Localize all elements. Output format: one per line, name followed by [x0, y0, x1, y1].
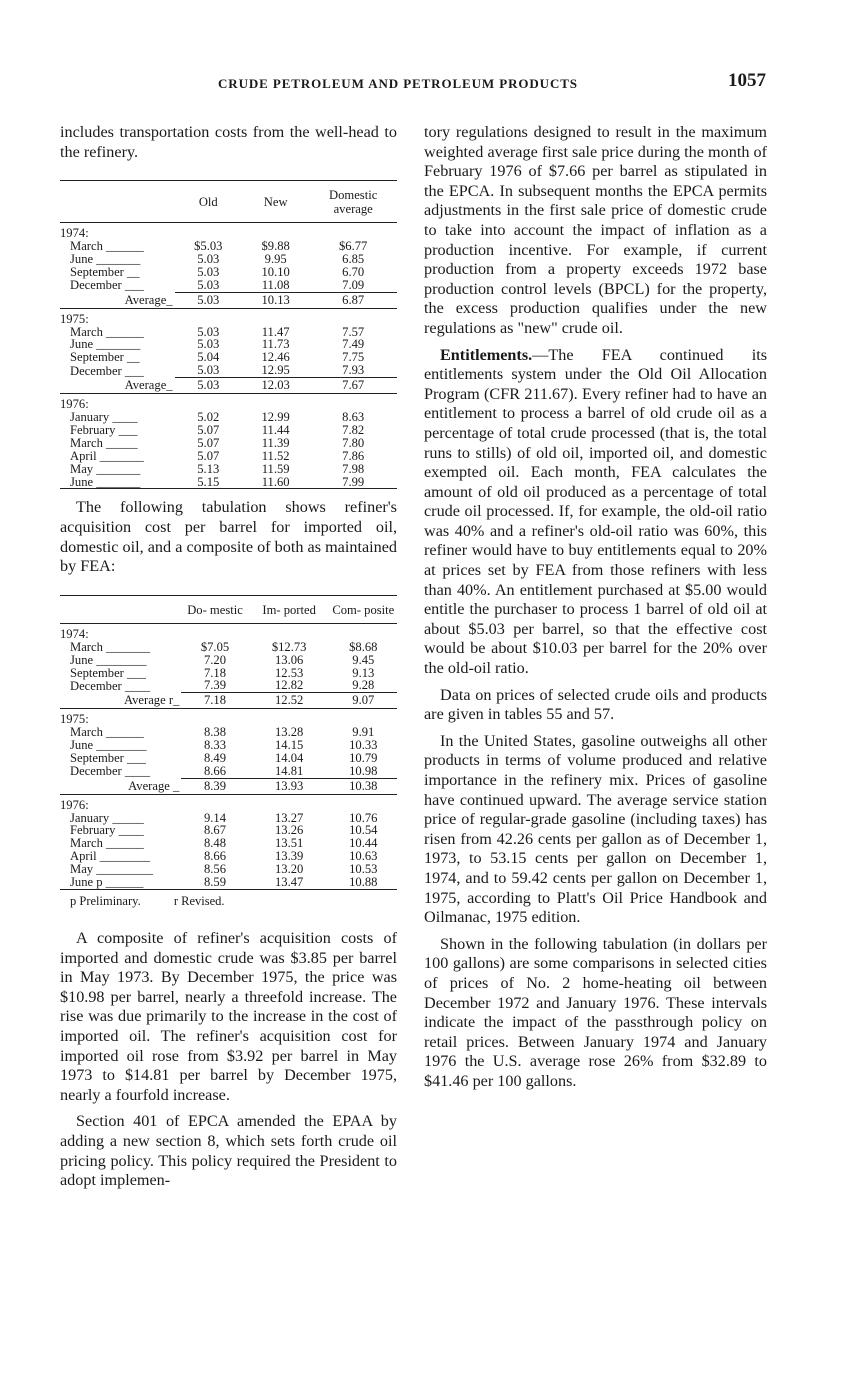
row-label [60, 364, 175, 377]
table-row [60, 279, 397, 292]
table-cell: $5.03 [194, 239, 223, 254]
average-cell: 7.18 [181, 693, 248, 709]
table-cell: 5.03 [197, 337, 220, 352]
row-label [60, 450, 175, 463]
average-cell: 5.03 [175, 378, 242, 394]
entitlements-text: —The FEA continued its entitlements system under the Old Oil Allocation Program (CFR 211.67). Every refiner had to have an entitlement to process a barrel of old crude oil as a percentage of total crude processed (that is, the total runs to stills) of old oil, imported oil, and domestic exempted oil. Each month, FEA calculates the amount of old oil produced as a percentage of total crude oil processed. If, for example, the old-oil ratio was 40% and a refiner's old-oil ratio was 60%, this refiner would have to buy entitlements equal to 20% at prices set by FEA from those refiners with less than 40%. An entitlement purchased at $5.00 would entitle the purchaser to process 1 barrel of old oil at about $5.03 per barrel, so that the effective cost would be about $10.03 per barrel for the 20% over the old-oil ratio. [424, 345, 767, 678]
month-label: March _____ [70, 435, 138, 450]
year-row [60, 709, 397, 726]
table-cell: 14.15 [274, 738, 304, 753]
paragraph-tabulation-intro: The following tabulation shows refiner's acquisition cost per barrel for imported oil, domestic oil, and a composite of both as maintained by FEA: [60, 498, 397, 576]
table-row [60, 463, 397, 476]
month-label: February ___ [70, 422, 138, 437]
table-cell: 9.14 [203, 810, 227, 825]
table-cell: 7.39 [181, 679, 248, 692]
average-cell: 6.87 [309, 292, 397, 308]
table-cell: 10.98 [330, 765, 397, 778]
table-row [60, 476, 397, 489]
average-cell: 10.13 [242, 292, 309, 308]
table-cell: 13.27 [274, 810, 304, 825]
month-label: June _______ [70, 474, 141, 489]
row-label [60, 876, 181, 889]
table-cell: 5.07 [197, 435, 220, 450]
table-cell: 11.47 [261, 324, 290, 339]
table-cell: 13.20 [274, 862, 304, 877]
table-row [60, 654, 397, 667]
table-cell: 7.82 [342, 422, 365, 437]
table-cell: 6.70 [342, 264, 365, 279]
column-header-new: New [263, 195, 288, 210]
footnote-preliminary: p Preliminary. [70, 894, 141, 908]
year-label: 1974: [60, 626, 89, 641]
row-label [60, 411, 175, 424]
table-cell: 10.63 [349, 849, 378, 864]
month-label: December ___ [70, 278, 144, 293]
month-label: September __ [70, 264, 140, 279]
table-cell: 10.33 [349, 738, 378, 753]
table-cell: 14.04 [274, 750, 304, 765]
row-label [60, 424, 175, 437]
average-label: Average _ [128, 778, 180, 793]
month-label: June _______ [70, 337, 141, 352]
right-column [424, 123, 767, 1092]
table-cell: 11.59 [261, 461, 290, 476]
year-row [60, 795, 397, 812]
table-row [60, 253, 397, 266]
year-label: 1975: [60, 712, 89, 727]
running-title: CRUDE PETROLEUM AND PETROLEUM PRODUCTS [218, 76, 578, 91]
table-cell: 11.44 [261, 422, 290, 437]
table-footnotes [60, 894, 397, 909]
table-cell: $6.77 [339, 239, 368, 254]
month-label: May _________ [70, 862, 153, 877]
average-row [60, 778, 397, 794]
table-cell: 10.79 [349, 750, 378, 765]
average-label: Average_ [124, 378, 173, 393]
table-row [60, 739, 397, 752]
average-cell: 9.07 [330, 693, 397, 709]
month-label: June p ______ [70, 875, 144, 890]
table-row [60, 876, 397, 889]
table-cell: 5.03 [175, 364, 242, 377]
year-label: 1975: [60, 311, 89, 326]
table-cell: 7.09 [309, 279, 397, 292]
average-row [60, 292, 397, 308]
column-header-domestic: Do- mestic [187, 602, 243, 617]
row-label [60, 266, 175, 279]
month-label: March ______ [70, 836, 144, 851]
column-header-imported: Im- ported [262, 602, 316, 617]
row-label [60, 752, 181, 765]
table-cell: 5.04 [197, 350, 220, 365]
table-cell: 5.02 [197, 409, 220, 424]
page-number: 1057 [728, 70, 766, 91]
table-row [60, 679, 397, 692]
table-cell: 7.98 [342, 461, 365, 476]
table-header-row [60, 595, 397, 623]
table-row [60, 424, 397, 437]
table-cell: 10.44 [349, 836, 378, 851]
table-cell: 8.63 [342, 409, 365, 424]
month-label: January ____ [70, 409, 138, 424]
table-cell: 7.75 [342, 350, 365, 365]
month-label: September ___ [70, 665, 146, 680]
table-cell: $12.73 [271, 639, 307, 654]
month-label: September __ [70, 350, 140, 365]
month-label: March ______ [70, 725, 144, 740]
paragraph-section-401: Section 401 of EPCA amended the EPAA by adding a new section 8, which sets forth crude oil pricing policy. This policy required the President to adopt implemen- [60, 1112, 397, 1190]
table-cell: $7.05 [200, 639, 230, 654]
month-label: December ___ [70, 363, 144, 378]
paragraph-gasoline: In the United States, gasoline outweighs all other products in terms of volume produced and relative importance in the refinery mix. Prices of gasoline have continued upward. The average service station price of regular-grade gasoline (including taxes) has risen from 42.26 cents per gallon as of December 1, 1973, to 53.15 cents per gallon on December 1, 1974, and to 59.42 cents per gallon on December 1, 1975, according to Platt's Oil Price Handbook and Oilmanac, 1975 edition. [424, 731, 767, 927]
row-label [60, 476, 175, 489]
table-cell: 13.51 [274, 836, 304, 851]
table-cell: 12.46 [261, 350, 290, 365]
table-row [60, 752, 397, 765]
acquisition-cost-table [60, 595, 397, 890]
row-label [60, 279, 175, 292]
average-label: Average r_ [123, 693, 180, 708]
row-label [60, 641, 181, 654]
table-row [60, 266, 397, 279]
footnote-revised: r Revised. [173, 894, 225, 908]
left-column [60, 123, 397, 1191]
paragraph-regulations-continued: tory regulations designed to result in the maximum weighted average first sale price during the month of February 1976 of $7.66 per barrel as stipulated in the EPCA. In subsequent months the EPCA permits adjustments in the first sale price of domestic crude to take into account the impact of inflation as a production incentive. For example, if current production from a property exceeds 1972 base production control levels (BPCL) for the property, the excess production qualifies under the new regulations as "new" crude oil. [424, 123, 767, 337]
table-cell: 8.38 [203, 725, 227, 740]
table-cell: 10.53 [349, 862, 378, 877]
table-row [60, 641, 397, 654]
table-cell: 12.99 [261, 409, 290, 424]
table-cell: 10.76 [349, 810, 378, 825]
row-label [60, 463, 175, 476]
year-label: 1976: [60, 797, 89, 812]
table-cell: 7.99 [309, 476, 397, 489]
table-cell: 5.13 [197, 461, 220, 476]
table-cell: 9.13 [352, 665, 375, 680]
table-cell: 11.08 [242, 279, 309, 292]
month-label: December ____ [70, 764, 151, 779]
table-cell: 10.54 [349, 823, 378, 838]
month-label: January _____ [70, 810, 144, 825]
table-cell: 8.33 [203, 738, 227, 753]
average-row [60, 378, 397, 394]
table-cell: 7.49 [342, 337, 365, 352]
table-cell: 8.48 [203, 836, 227, 851]
table-row [60, 437, 397, 450]
column-header-composite: Com- posite [332, 602, 395, 617]
table-cell: 8.66 [203, 849, 227, 864]
average-cell: 10.38 [330, 778, 397, 794]
month-label: February ____ [70, 823, 144, 838]
table-row [60, 667, 397, 680]
table-row [60, 411, 397, 424]
row-label [60, 253, 175, 266]
table-cell: 10.10 [261, 264, 290, 279]
year-row [60, 394, 397, 411]
table-cell: 12.82 [249, 679, 330, 692]
row-label [60, 351, 175, 364]
table-row [60, 765, 397, 778]
row-label [60, 679, 181, 692]
row-label [60, 739, 181, 752]
table-cell: $9.88 [261, 239, 290, 254]
average-cell: 12.03 [242, 378, 309, 394]
year-row [60, 309, 397, 326]
month-label: December ____ [70, 678, 151, 693]
month-label: June ________ [70, 738, 147, 753]
paragraph-transportation: includes transportation costs from the well-head to the refinery. [60, 123, 397, 161]
year-row [60, 623, 397, 640]
year-row [60, 223, 397, 240]
average-cell: 5.03 [175, 292, 242, 308]
table-cell: 5.03 [197, 324, 220, 339]
row-label [60, 765, 181, 778]
table-cell: 6.85 [342, 252, 365, 266]
table-cell: 8.66 [181, 765, 248, 778]
table-cell: 11.60 [242, 476, 309, 489]
table-cell: 14.81 [249, 765, 330, 778]
table-cell: 13.47 [249, 876, 330, 889]
month-label: June ________ [70, 652, 147, 667]
table-cell: 9.45 [352, 652, 375, 667]
table-body [60, 223, 397, 489]
price-table-old-new [60, 180, 397, 489]
paragraph-heating-oil: Shown in the following tabulation (in dollars per 100 gallons) are some comparisons in selected cities of prices of No. 2 home-heating oil between December 1972 and January 1976. These intervals indicate the impact of the passthrough policy on retail prices. Between January 1974 and January 1976 the U.S. average rose 26% from $32.89 to $41.46 per 100 gallons. [424, 934, 767, 1090]
average-cell: 12.52 [249, 693, 330, 709]
row-label [60, 437, 175, 450]
table-cell: 7.80 [342, 435, 365, 450]
column-header-old: Old [198, 195, 218, 210]
average-cell: 8.39 [181, 778, 248, 794]
month-label: March ______ [70, 324, 144, 339]
table-cell: 10.88 [330, 876, 397, 889]
table-cell: 8.56 [203, 862, 227, 877]
table-cell: 8.59 [181, 876, 248, 889]
table-cell: $8.68 [349, 639, 378, 654]
average-cell: 7.67 [309, 378, 397, 394]
table-cell: 12.95 [242, 364, 309, 377]
table-cell: 5.03 [175, 279, 242, 292]
table-cell: 13.26 [274, 823, 304, 838]
table-cell: 13.06 [274, 652, 304, 667]
table-cell: 8.49 [203, 750, 227, 765]
table-cell: 5.03 [197, 252, 220, 266]
year-label: 1976: [60, 397, 89, 412]
table-cell: 7.18 [203, 665, 227, 680]
table-cell: 5.03 [197, 264, 220, 279]
table-cell: 11.39 [261, 435, 290, 450]
row-label [60, 667, 181, 680]
month-label: April ________ [70, 849, 151, 864]
row-label [60, 654, 181, 667]
table-cell: 13.28 [274, 725, 304, 740]
table-cell: 5.07 [197, 448, 220, 463]
month-label: May _______ [70, 461, 141, 476]
month-label: September ___ [70, 750, 146, 765]
paragraph-composite-costs: A composite of refiner's acquisition costs of imported and domestic crude was $3.85 per barrel in May 1973. By December 1975, the price was $10.98 per barrel, nearly a threefold increase. The rise was due primarily to the increase in the cost of imported oil. The refiner's acquisition cost for imported oil rose from $3.92 per barrel in May 1973 to $14.81 per barrel by December 1975, nearly a fourfold increase. [60, 929, 397, 1104]
table-cell: 9.91 [352, 725, 375, 740]
table-header-row [60, 181, 397, 223]
table-cell: 8.67 [203, 823, 227, 838]
table-cell: 9.28 [330, 679, 397, 692]
average-label: Average_ [124, 292, 173, 307]
table-row [60, 450, 397, 463]
table-cell: 11.52 [261, 448, 290, 463]
table-cell: 5.15 [175, 476, 242, 489]
year-label: 1974: [60, 226, 89, 241]
running-header [60, 70, 768, 98]
table-cell: 7.20 [203, 652, 227, 667]
table-cell: 13.39 [274, 849, 304, 864]
table-cell: 11.73 [261, 337, 290, 352]
average-cell: 13.93 [249, 778, 330, 794]
month-label: March _______ [70, 639, 151, 654]
paragraph-data-tables: Data on prices of selected crude oils and products are given in tables 55 and 57. [424, 685, 767, 724]
table-cell: 5.07 [197, 422, 220, 437]
table-cell: 7.57 [342, 324, 365, 339]
table-cell: 7.86 [342, 448, 365, 463]
table-body [60, 623, 397, 889]
column-header-domestic-average: Domestic average [329, 188, 378, 217]
table-cell: 12.53 [274, 665, 304, 680]
month-label: June _______ [70, 252, 141, 266]
table-cell: 9.95 [264, 252, 287, 266]
month-label: April _______ [70, 448, 144, 463]
month-label: March ______ [70, 239, 144, 254]
table-cell: 7.93 [309, 364, 397, 377]
paragraph-entitlements [424, 346, 767, 679]
table-row [60, 364, 397, 377]
entitlements-heading: Entitlements. [440, 345, 533, 364]
average-row [60, 693, 397, 709]
